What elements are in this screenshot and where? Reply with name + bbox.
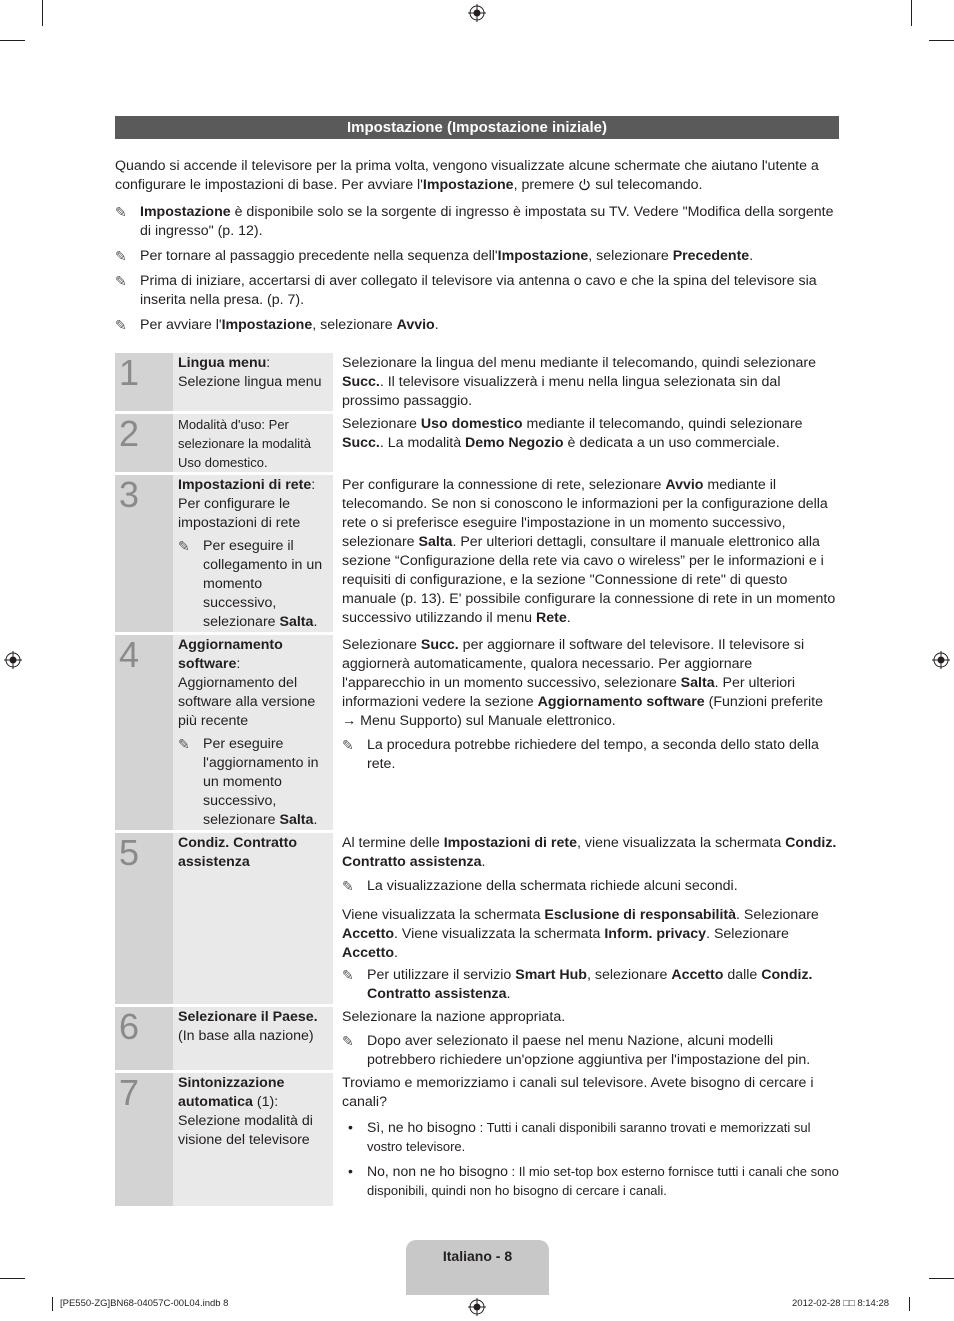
power-icon (578, 178, 591, 197)
desc-text: per aggiornare il software del televisore. Il televisore si aggiornerà automaticamente, qualora necessario. Per aggiornare l'apparecchio in un momento successivo, selezionare (342, 637, 805, 691)
note-bold: Salta (279, 614, 314, 630)
desc-bold: Succ. (420, 637, 459, 653)
desc-note (342, 877, 839, 896)
step-description (333, 475, 839, 635)
note-bold: Avvio (396, 317, 435, 333)
step-label (173, 414, 333, 475)
note-bold: Salta (279, 812, 314, 828)
desc-text: . Il televisore visualizzerà i menu nella lingua selezionata sin dal prossimo passaggio. (342, 374, 781, 409)
option-text: : Tutti i canali disponibili saranno trovati e memorizzati sul vostro televisore. (367, 1120, 811, 1154)
pencil-note-icon: ✎ (178, 736, 190, 752)
note-text: . (749, 248, 754, 264)
label-text: : Selezione lingua menu (178, 355, 322, 390)
desc-text: . Per ulteriori informazioni vedere la sezione (342, 675, 796, 710)
label-text: (1): Selezione modalità di visione del televisore (178, 1094, 313, 1148)
note-text: , selezionare (312, 317, 397, 333)
desc-bold: Demo Negozio (465, 435, 564, 451)
step-row (115, 1007, 839, 1073)
desc-bold: Accetto (342, 926, 395, 942)
desc-bold: Condiz. Contratto assistenza (342, 835, 837, 870)
note-bold: Accetto (671, 967, 724, 983)
label-bold: Lingua menu (178, 355, 267, 371)
label-text: : Aggiornamento del software alla versione più recente (178, 656, 316, 729)
desc-text: Selezionare la nazione appropriata. (342, 1009, 566, 1025)
print-slug-file: [PE550-ZG]BN68-04057C-00L04.indb 8 (60, 1298, 229, 1309)
step-label (173, 635, 333, 833)
note-text: . (313, 614, 318, 630)
desc-bold: Avvio (665, 477, 704, 493)
label-text: : Per configurare le impostazioni di rete (178, 477, 316, 531)
pencil-note-icon: ✎ (115, 273, 127, 289)
desc-text: (Funzioni preferite → Menu Supporto) sul Manuale elettronico. (342, 694, 823, 729)
step-row (115, 1073, 839, 1209)
registration-mark-icon (4, 651, 22, 669)
note-text: dalle (723, 967, 762, 983)
intro-text: sul telecomando. (595, 177, 703, 193)
crop-mark (929, 40, 954, 41)
note-text: Per utilizzare il servizio (367, 967, 516, 983)
note-text: Dopo aver selezionato il paese nel menu Nazione, alcuni modelli potrebbero richiedere un'opzione aggiuntiva per l'impostazione del pin. (367, 1033, 811, 1068)
registration-mark-icon (468, 4, 486, 22)
step-number: 2 (115, 414, 173, 475)
note-bold: Smart Hub (515, 967, 587, 983)
note-text: Per eseguire l'aggiornamento in un momento successivo, selezionare (203, 736, 319, 828)
note (115, 203, 839, 241)
note-text: Prima di iniziare, accertarsi di aver collegato il televisore via antenna o cavo e che la spina del televisore sia inserita nella presa. (p. 7). (140, 273, 817, 308)
note (115, 316, 839, 335)
step-description (333, 635, 839, 833)
note-text: . (313, 812, 318, 828)
desc-bold: Uso domestico (420, 416, 523, 432)
note-text: , selezionare (588, 248, 673, 264)
step-description (333, 1007, 839, 1073)
option-name: No, non ne ho bisogno (367, 1163, 508, 1179)
desc-bold: Succ. (342, 435, 380, 451)
note-bold: Impostazione (497, 248, 589, 264)
note-text: . (506, 986, 511, 1002)
desc-text: . (566, 610, 571, 626)
registration-mark-icon (932, 651, 950, 669)
desc-bold: Inform. privacy (604, 926, 707, 942)
desc-bold: Salta (418, 534, 453, 550)
desc-text: mediante il telecomando. Se non si conoscono le informazioni per la configurazione della rete o si preferisce eseguire l'impostazione in un momento successivo, selezionare (342, 477, 828, 550)
desc-text: Selezionare (342, 416, 421, 432)
pencil-note-icon: ✎ (342, 1033, 354, 1049)
note-text: Per tornare al passaggio precedente nella sequenza dell' (140, 248, 498, 264)
desc-bold: Impostazioni di rete (443, 835, 577, 851)
step-number: 7 (115, 1073, 173, 1209)
desc-text: Troviamo e memorizziamo i canali sul televisore. Avete bisogno di cercare i canali? (342, 1075, 814, 1110)
pencil-note-icon: ✎ (178, 538, 190, 554)
note (115, 272, 839, 310)
note-text: La visualizzazione della schermata richiede alcuni secondi. (367, 878, 738, 894)
step-label (173, 353, 333, 414)
step-row (115, 475, 839, 635)
crop-mark (0, 40, 25, 41)
option-list (342, 1118, 839, 1200)
desc-note (342, 1032, 839, 1070)
pencil-note-icon: ✎ (115, 248, 127, 264)
step-number: 6 (115, 1007, 173, 1073)
desc-bold: Accetto (342, 945, 395, 961)
option-name: Sì, ne ho bisogno (367, 1119, 476, 1135)
desc-text: . (481, 854, 486, 870)
label-note (178, 537, 331, 632)
desc-bold: Aggiornamento software (537, 694, 705, 710)
option-text: : Il mio set-top box esterno fornisce tutti i canali che sono disponibili, quindi non ho bisogno di cercare i canali. (367, 1164, 839, 1198)
intro-text: , premere (513, 177, 575, 193)
desc-bold: Salta (680, 675, 715, 691)
label-bold: Sintonizzazione automatica (178, 1075, 285, 1110)
note-bold: Precedente (672, 248, 750, 264)
step-row (115, 353, 839, 414)
pencil-note-icon: ✎ (115, 204, 127, 220)
desc-note (342, 966, 839, 1004)
desc-text: Viene visualizzata la schermata (342, 907, 545, 923)
note-text: , selezionare (586, 967, 672, 983)
page-number: Italiano - 8 (442, 1248, 513, 1264)
intro (115, 157, 839, 341)
list-item (367, 1118, 839, 1156)
desc-text: . Per ulteriori dettagli, consultare il manuale elettronico alla sezione “Configurazione della rete via cavo o wireless” per le informazioni e i requisiti di configurazione, e la sezione "Connessione di rete" di questo manuale (p. 13). E' possibile configurare la connessione di rete in un momento successivo utilizzando il menu (342, 534, 836, 626)
label-text: (In base alla nazione) (178, 1028, 314, 1044)
desc-text: . (394, 945, 398, 961)
desc-bold: Succ. (342, 374, 380, 390)
desc-text: è dedicata a un uso commerciale. (563, 435, 780, 451)
desc-bold: Rete (535, 610, 567, 626)
label-note (178, 735, 331, 830)
label-text: : Per selezionare la modalità Uso domestico. (178, 417, 311, 470)
step-description (333, 414, 839, 475)
label-bold: Impostazioni di rete (178, 477, 312, 493)
page-number-tab (406, 1240, 549, 1295)
step-label (173, 1007, 333, 1073)
crop-mark (42, 0, 43, 26)
desc-text: Per configurare la connessione di rete, selezionare (342, 477, 666, 493)
desc-text: . Selezionare (706, 926, 789, 942)
step-description (333, 353, 839, 414)
step-number: 3 (115, 475, 173, 635)
crop-mark (929, 1278, 954, 1279)
step-row (115, 635, 839, 833)
crop-mark (0, 1278, 25, 1279)
pencil-note-icon: ✎ (342, 737, 354, 753)
note-text: La procedura potrebbe richiedere del tempo, a seconda dello stato della rete. (367, 737, 819, 772)
desc-bold: Esclusione di responsabilità (544, 907, 737, 923)
pencil-note-icon: ✎ (342, 878, 354, 894)
desc-text: . Viene visualizzata la schermata (394, 926, 605, 942)
step-number: 4 (115, 635, 173, 833)
step-row (115, 414, 839, 475)
pencil-note-icon: ✎ (342, 967, 354, 983)
steps-table (115, 353, 839, 1209)
label-bold: Selezionare il Paese. (178, 1009, 318, 1025)
desc-text: . Selezionare (736, 907, 819, 923)
section-title: Impostazione (Impostazione iniziale) (115, 116, 839, 139)
note-text: è disponibile solo se la sorgente di ingresso è impostata su TV. Vedere "Modifica della sorgente di ingresso" (p. 12). (140, 204, 834, 239)
step-label (173, 475, 333, 635)
note-text: Per eseguire il collegamento in un momento successivo, selezionare (203, 538, 323, 630)
intro-bold: Impostazione (422, 177, 514, 193)
desc-note (342, 736, 839, 774)
label-bold: Modalità d'uso (178, 417, 262, 432)
note-bold: Impostazione (140, 204, 231, 220)
step-number: 1 (115, 353, 173, 414)
note-bold: Condiz. Contratto assistenza (367, 967, 813, 1002)
desc-text: Al termine delle (342, 835, 444, 851)
desc-text: , viene visualizzata la schermata (576, 835, 786, 851)
step-number: 5 (115, 833, 173, 1007)
label-bold: Condiz. Contratto assistenza (178, 835, 297, 870)
step-row (115, 833, 839, 1007)
desc-text: mediante il telecomando, quindi selezionare (522, 416, 803, 432)
step-label (173, 1073, 333, 1209)
intro-paragraph (115, 157, 839, 197)
crop-mark (911, 0, 912, 26)
note-bold: Impostazione (221, 317, 313, 333)
desc-paragraph (342, 906, 839, 963)
step-label (173, 833, 333, 1007)
step-description (333, 1073, 839, 1209)
note (115, 247, 839, 266)
intro-text: Quando si accende il televisore per la prima volta, vengono visualizzate alcune schermate che aiutano l'utente a configurare le impostazioni di base. Per avviare l' (115, 158, 819, 193)
print-slug-date: 2012-02-28 □□ 8:14:28 (792, 1298, 890, 1309)
desc-text: Selezionare (342, 637, 421, 653)
desc-text: Selezionare la lingua del menu mediante il telecomando, quindi selezionare (342, 355, 817, 371)
note-text: . (434, 317, 439, 333)
desc-text: . La modalità (379, 435, 466, 451)
label-bold: Aggiornamento software (178, 637, 283, 672)
list-item (367, 1162, 839, 1200)
step-description (333, 833, 839, 1007)
note-text: Per avviare l' (140, 317, 222, 333)
pencil-note-icon: ✎ (115, 317, 127, 333)
